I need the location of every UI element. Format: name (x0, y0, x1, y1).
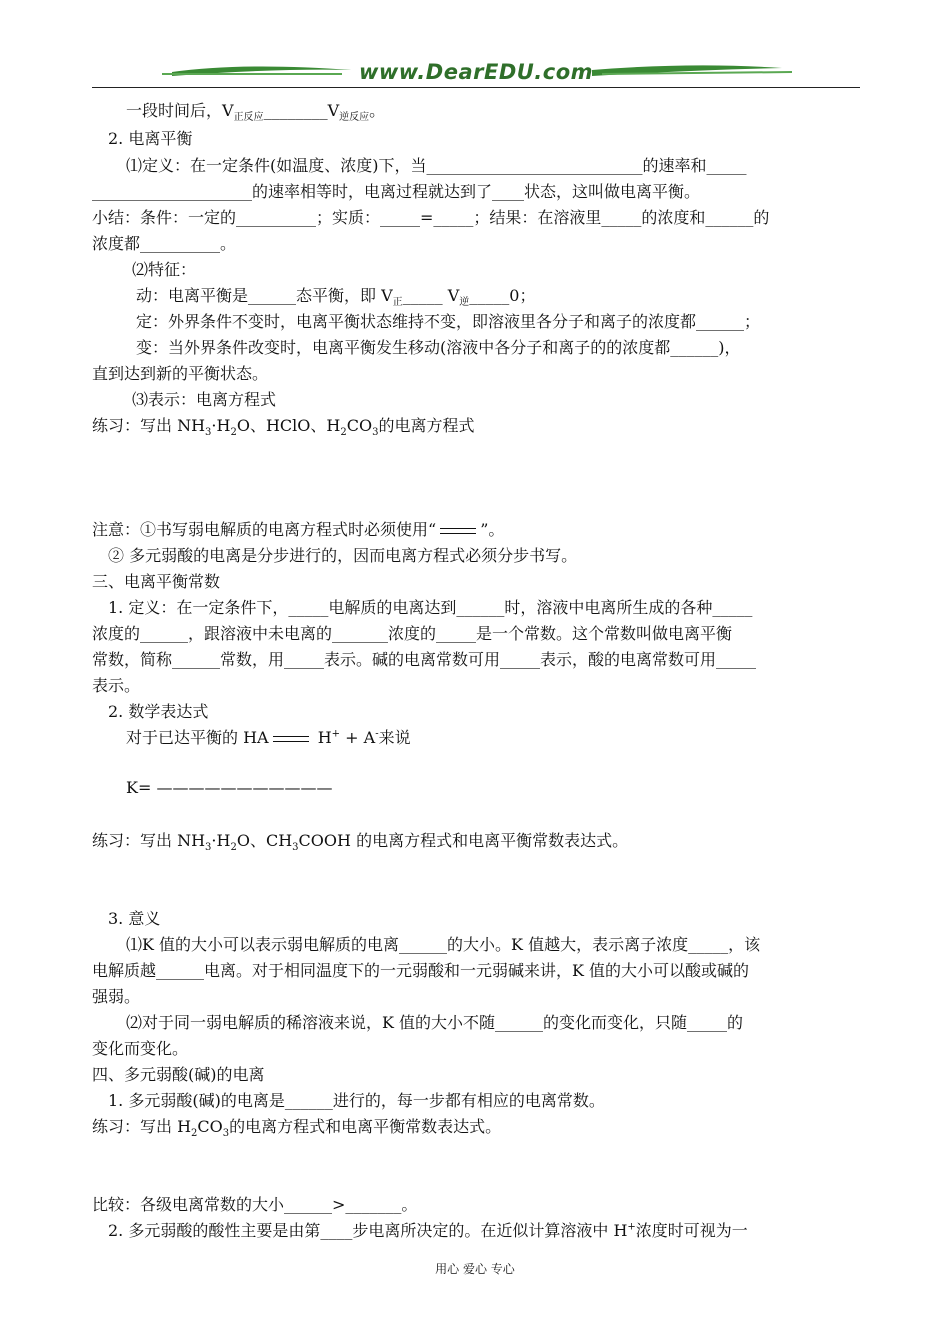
text-line: 一段时间后，$V_{正反应}\_\_\_\_\_\_\_\_V_{逆反应}$。 (126, 101, 386, 124)
page-header (92, 58, 860, 90)
text-line: 比较：各级电离常数的大小______>_______。 (92, 1195, 418, 1214)
section-heading: 3. 意义 (108, 909, 161, 928)
text-line: 对于已达平衡的 HA H+ + A-来说 (126, 728, 411, 747)
section-heading: 2. 数学表达式 (108, 702, 209, 721)
site-logo: www.DearEDU.com (358, 60, 594, 84)
text-line: 表示。 (92, 676, 141, 695)
text-line: ⑶表示：电离方程式 (132, 390, 277, 409)
text-line: 强弱。 (92, 987, 141, 1006)
section-heading: 2. 电离平衡 (108, 129, 193, 148)
text-line: 1. 多元弱酸(碱)的电离是______进行的，每一步都有相应的电离常数。 (108, 1091, 605, 1110)
exercise-line: 练习：写出 $NH_3\cdot H_2O$、$CH_3COOH$ 的电离方程式和电离平衡常数表达式。 (92, 831, 629, 854)
text-line: ____________________的速率相等时，电离过程就达到了____状态，这叫做电离平衡。 (92, 182, 701, 201)
equilibrium-arrow-icon (269, 732, 313, 746)
exercise-line: 练习：写出 $H_2CO_3$的电离方程式和电离平衡常数表达式。 (92, 1117, 502, 1140)
text-line: ⑵对于同一弱电解质的稀溶液来说，K 值的大小不随______的变化而变化，只随_____的 (126, 1013, 744, 1032)
text-line: 常数，简称______常数，用_____表示。碱的电离常数可用_____表示，酸的电离常数可用_____ (92, 650, 757, 669)
text-line: ⑵特征： (132, 260, 197, 279)
text-line: 注意：①书写弱电解质的电离方程式时必须使用“ ”。 (92, 520, 505, 539)
equilibrium-arrow-icon (436, 524, 480, 538)
page-footer: 用心 爱心 专心 (435, 1262, 515, 1276)
text-line: 1. 定义：在一定条件下，_____电解质的电离达到______时，溶液中电离所生成的各种_____ (108, 598, 753, 617)
exercise-line: 练习：写出 $NH_3\cdot H_2O$、HClO、$H_2CO_3$的电离方程式 (92, 416, 475, 439)
text-line: ⑴K 值的大小可以表示弱电解质的电离______的大小。K 值越大，表示离子浓度_____，该 (126, 935, 761, 954)
formula-line: K= ——————————— (126, 778, 333, 797)
text-line: 动：电离平衡是______态平衡，即 $V_正\_\_\_\_\_$ $V_逆\_\_\_\_\_0$； (136, 286, 536, 309)
header-rule (92, 87, 860, 88)
section-heading: 三、电离平衡常数 (92, 572, 221, 591)
text-line: 变化而变化。 (92, 1039, 189, 1058)
text-line: 电解质越______电离。对于相同温度下的一元弱酸和一元弱碱来讲，K 值的大小可以酸或碱的 (92, 961, 750, 980)
text-line: 小结：条件：一定的__________；实质：_____=_____；结果：在溶液里_____的浓度和______的 (92, 208, 770, 227)
text-line: 浓度都__________。 (92, 234, 237, 253)
text-line: 直到达到新的平衡状态。 (92, 364, 269, 383)
text-line: ② 多元弱酸的电离是分步进行的，因而电离方程式必须分步书写。 (108, 546, 578, 565)
section-heading: 四、多元弱酸(碱)的电离 (92, 1065, 265, 1084)
text-line: 定：外界条件不变时，电离平衡状态维持不变，即溶液里各分子和离子的浓度都______； (136, 312, 761, 331)
text-line: 变：当外界条件改变时，电离平衡发生移动(溶液中各分子和离子的的浓度都______)， (136, 338, 741, 357)
text-line: ⑴定义：在一定条件(如温度、浓度)下，当___________________________的速率和_____ (126, 156, 747, 175)
text-line: 浓度的______，跟溶液中未电离的_______浓度的_____是一个常数。这个常数叫做电离平衡 (92, 624, 733, 643)
text-line: 2. 多元弱酸的酸性主要是由第____步电离所决定的。在近似计算溶液中 H+浓度时可视为一 (108, 1221, 748, 1240)
